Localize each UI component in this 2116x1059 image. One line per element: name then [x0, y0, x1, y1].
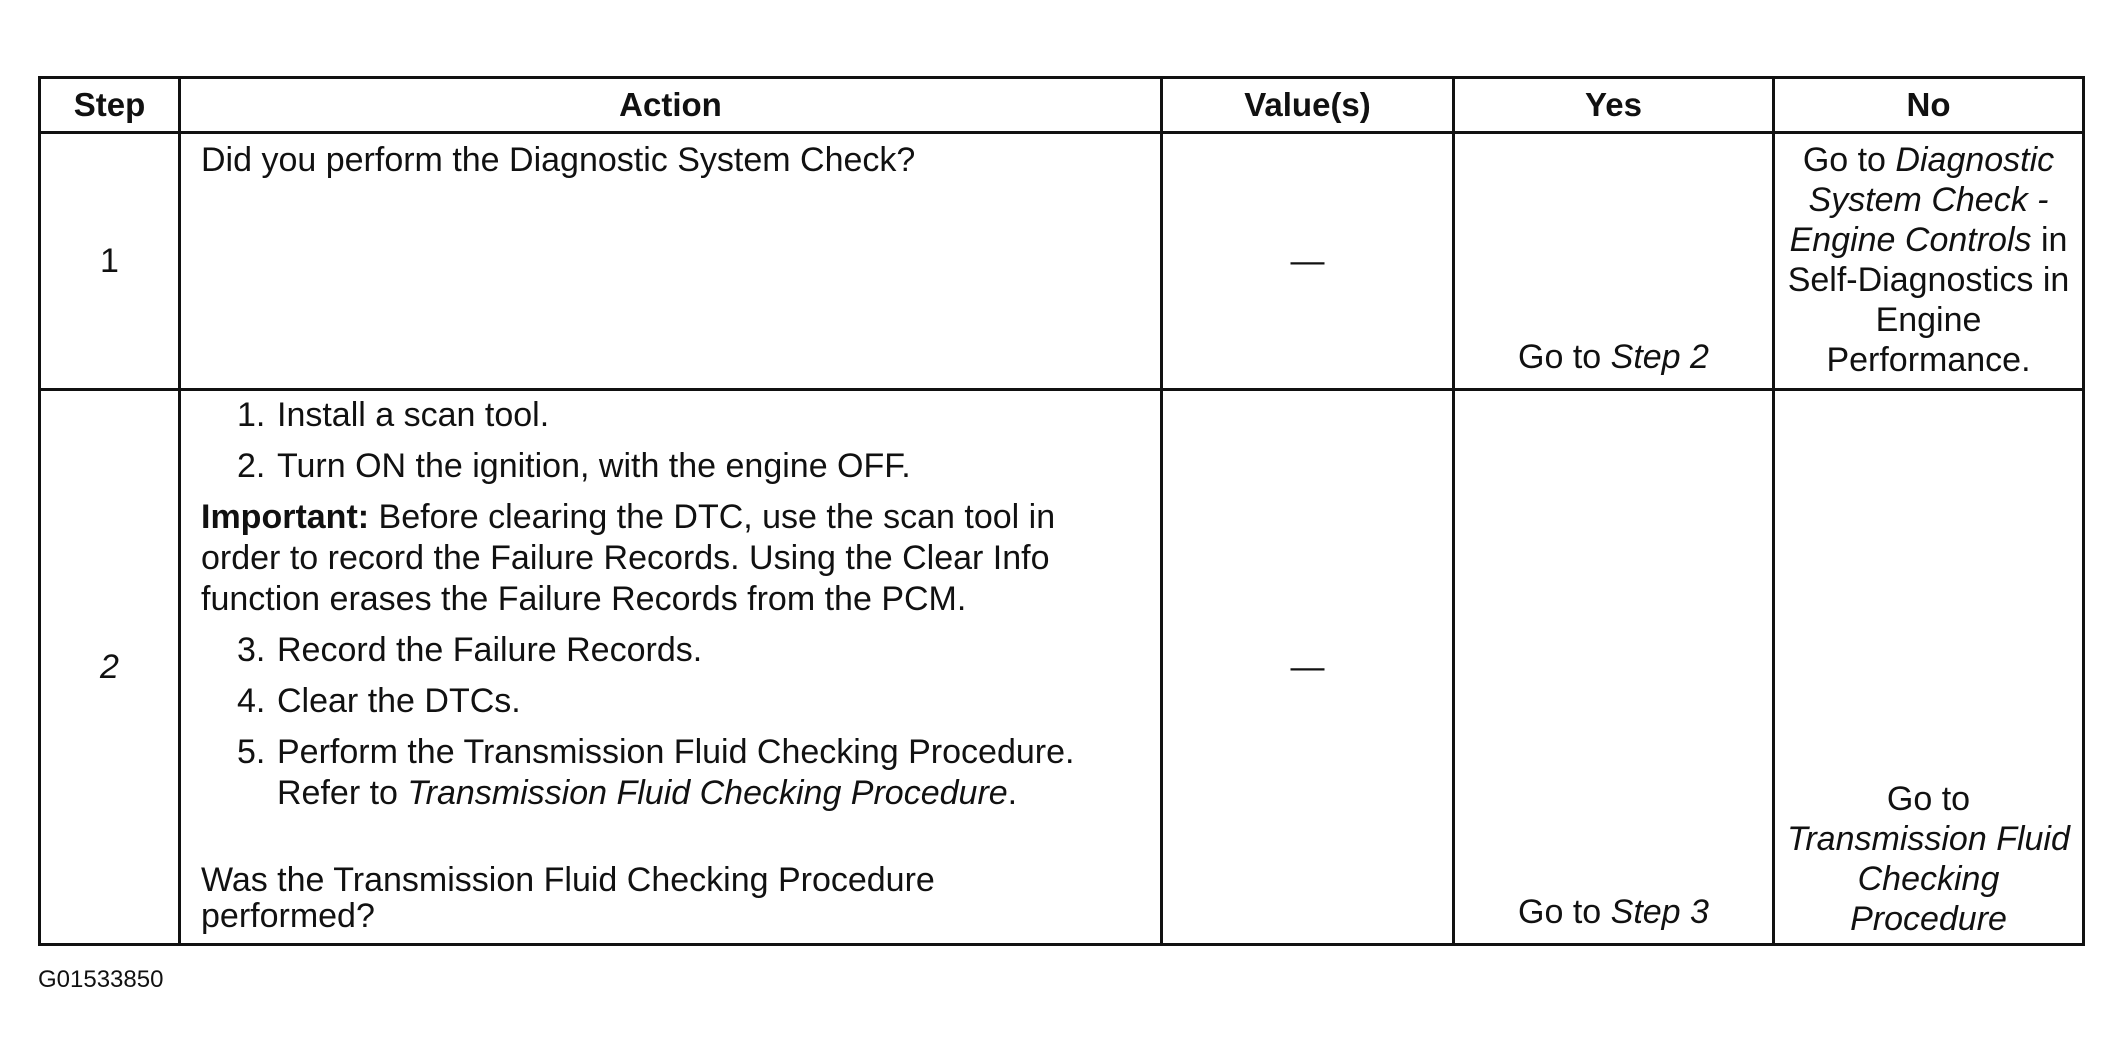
value-dash: — — [1290, 241, 1325, 280]
no-link-transmission-fluid-checking[interactable]: Transmission Fluid Checking Procedure — [1787, 820, 2070, 938]
list-text-main: Perform the Transmission Fluid Checking Procedure. — [277, 733, 1075, 771]
no-suffix: in Self-Diagnostics in Engine Performance. — [1787, 221, 2070, 379]
list-text: Install a scan tool. — [277, 396, 550, 434]
refer-link[interactable]: Transmission Fluid Checking Procedure — [407, 774, 1008, 812]
no-link-diagnostic-system-check[interactable]: Diagnostic System Check - Engine Controls — [1789, 141, 2055, 259]
header-action: Action — [180, 78, 1162, 133]
action-question: Did you perform the Diagnostic System Check? — [201, 141, 916, 179]
action-cell — [180, 133, 1162, 390]
yes-step-link[interactable]: Step 3 — [1610, 893, 1709, 931]
important-label: Important: — [201, 498, 370, 536]
list-number: 3. — [237, 631, 266, 669]
important-text: Before clearing the DTC, use the scan tool in order to record the Failure Records. Using the Clear Info function erases the Failure Records from the PCM. — [201, 498, 1056, 618]
diagnostic-table — [38, 76, 2085, 946]
refer-prefix: Refer to — [277, 774, 408, 812]
list-number: 5. — [237, 733, 266, 771]
header-values: Value(s) — [1162, 78, 1454, 133]
table-row-step-1 — [40, 133, 2084, 390]
table-row-step-2 — [40, 390, 2084, 945]
list-item — [201, 395, 1140, 436]
header-step: Step — [40, 78, 180, 133]
no-prefix: Go to — [1886, 780, 1971, 818]
important-note — [201, 497, 1140, 620]
list-item — [201, 446, 1140, 487]
list-item — [201, 732, 1140, 814]
step-number: 1 — [40, 133, 180, 390]
list-number: 2. — [237, 447, 266, 485]
list-number: 1. — [237, 396, 266, 434]
value-dash: — — [1290, 647, 1325, 686]
step-number: 2 — [40, 390, 180, 945]
no-cell — [1774, 133, 2084, 390]
yes-step-link[interactable]: Step 2 — [1610, 338, 1709, 376]
yes-cell — [1454, 133, 1774, 390]
list-text: Turn ON the ignition, with the engine OFF. — [277, 447, 911, 485]
header-no: No — [1774, 78, 2084, 133]
action-question: Was the Transmission Fluid Checking Procedure performed? — [201, 861, 935, 935]
value-cell — [1162, 390, 1454, 945]
list-text: Clear the DTCs. — [277, 682, 521, 720]
yes-prefix: Go to — [1518, 893, 1611, 931]
value-cell — [1162, 133, 1454, 390]
header-yes: Yes — [1454, 78, 1774, 133]
list-item — [201, 681, 1140, 722]
yes-prefix: Go to — [1518, 338, 1611, 376]
table-header-row — [40, 78, 2084, 133]
list-text — [277, 732, 1140, 814]
figure-id: G01533850 — [38, 966, 164, 993]
refer-suffix: . — [1007, 774, 1018, 812]
no-prefix: Go to — [1802, 141, 1896, 179]
action-cell — [180, 390, 1162, 945]
list-item — [201, 630, 1140, 671]
no-cell — [1774, 390, 2084, 945]
yes-cell — [1454, 390, 1774, 945]
list-text: Record the Failure Records. — [277, 631, 703, 669]
list-number: 4. — [237, 682, 266, 720]
